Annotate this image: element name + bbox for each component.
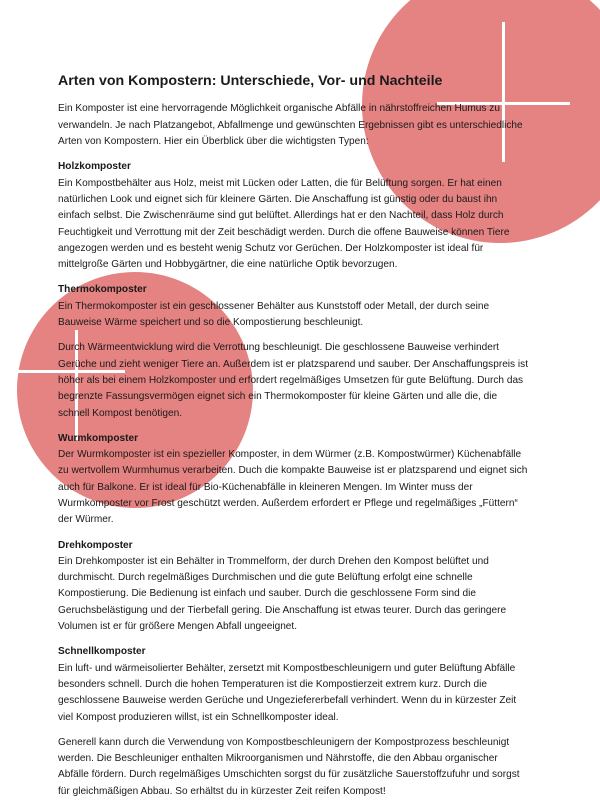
- conclusion-paragraph: Generell kann durch die Verwendung von Kompostbeschleunigern der Kompostprozess beschleunigt werden. Die Beschleuniger enthalten Mikroorganismen und Nährstoffe, die den Abbau organischer Abfälle fördern. Durch regelmäßiges Umschichten sorgst du für zusätzliche Sauerstoffzufuhr und sorgst für gleichmäßigen Abbau. So erhältst du in kürzester Zeit reifen Kompost!: [58, 736, 520, 797]
- section-heading: Thermokomposter: [58, 284, 147, 296]
- section-heading: Wurmkomposter: [58, 432, 139, 444]
- section-heading: Schnellkomposter: [58, 646, 146, 658]
- section-paragraph: Der Wurmkomposter ist ein spezieller Komposter, in dem Würmer (z.B. Kompostwürmer) Küchenabfälle zu wertvollem Wurmhumus verarbeiten. Duch die kompakte Bauweise ist er platzsparend und eignet sich auch für Balkone. Er ist ideal für Bio-Küchenabfälle in kleineren Mengen. Im Winter muss der Wurmkomposter vor Frost geschützt werden. Außerdem erfordert er Pflege und regelmäßiges „Füttern“ der Würmer.: [58, 449, 528, 526]
- section-heading: Drehkomposter: [58, 539, 133, 551]
- section-paragraph: Ein luft- und wärmeisolierter Behälter, zersetzt mit Kompostbeschleunigern und guter Belüftung Abfälle besonders schnell. Durch die hohen Temperaturen ist die Kompostierzeit extrem kurz. Durch die geschlossene Bauweise werden Gerüche und Ungeziefererbefall verhindert. Wenn du in kürzester Zeit viel Kompost produzieren willst, ist ein Schnellkomposter ideal.: [58, 662, 517, 723]
- intro-paragraph: Ein Komposter ist eine hervorragende Möglichkeit organische Abfälle in nährstoffreichen Humus zu verwandeln. Je nach Platzangebot, Abfallmenge und gewünschten Ergebnissen gibt es unterschiedliche Arten von Kompostern. Hier ein Überblick über die wichtigsten Typen:: [58, 103, 523, 148]
- section-paragraph: Durch Wärmeentwicklung wird die Verrottung beschleunigt. Die geschlossene Bauweise verhindert Gerüche und zieht weniger Tiere an. Außerdem ist er platzsparend und sauber. Der Anschaffungspreis ist höher als bei einem Holzkomposter und erfordert regelmäßiges Umsetzen für gute Belüftung. Durch das begrenzte Fassungsvermögen eignet sich ein Thermokomposter für kleine Gärten und alle die, die schnell Kompost benötigen.: [58, 342, 528, 419]
- section-drehkomposter: [58, 538, 528, 636]
- section-paragraph: Ein Drehkomposter ist ein Behälter in Trommelform, der durch Drehen den Kompost belüftet und durchmischt. Durch regelmäßiges Durchmischen und die gute Belüftung erfolgt eine schnelle Kompostierung. Die Bedienung ist einfach und sauber. Durch die geschlossene Form sind die Geruchsbelästigung und der Tierbefall gering. Die Anschaffung ist etwas teurer. Durch das geringere Volumen ist er für größere Mengen Abfall ungeeignet.: [58, 555, 507, 633]
- section-wurmkomposter: [58, 431, 528, 529]
- page-title: Arten von Kompostern: Unterschiede, Vor- und Nachteile: [58, 73, 443, 89]
- section-paragraph: Ein Thermokomposter ist ein geschlossener Behälter aus Kunststoff oder Metall, der durch seine Bauweise Wärme speichert und so die Kompostierung beschleunigt.: [58, 300, 490, 329]
- section-paragraph: Ein Kompostbehälter aus Holz, meist mit Lücken oder Latten, die für Belüftung sorgen. Er hat einen natürlichen Look und eignet sich für kleinere Gärten. Die Anschaffung ist günstig oder du baust ihn einfach selbst. Die Zwischenräume sind gut belüftet. Allerdings hat er den Nachteil, dass Holz durch Feuchtigkeit und Verrottung mit der Zeit beschädigt werden. Durch die offene Bauweise können Tiere angezogen werden und es besteht wenig Schutz vor Gerüchen. Der Holzkomposter ist ideal für mittelgroße Gärten und Hobbygärtner, die eine natürliche Optik bevorzugen.: [58, 177, 510, 271]
- section-holzkomposter: [58, 159, 528, 273]
- section-schnellkomposter: [58, 644, 528, 725]
- section-thermokomposter: [58, 282, 528, 421]
- article: [58, 72, 528, 809]
- section-heading: Holzkomposter: [58, 161, 131, 173]
